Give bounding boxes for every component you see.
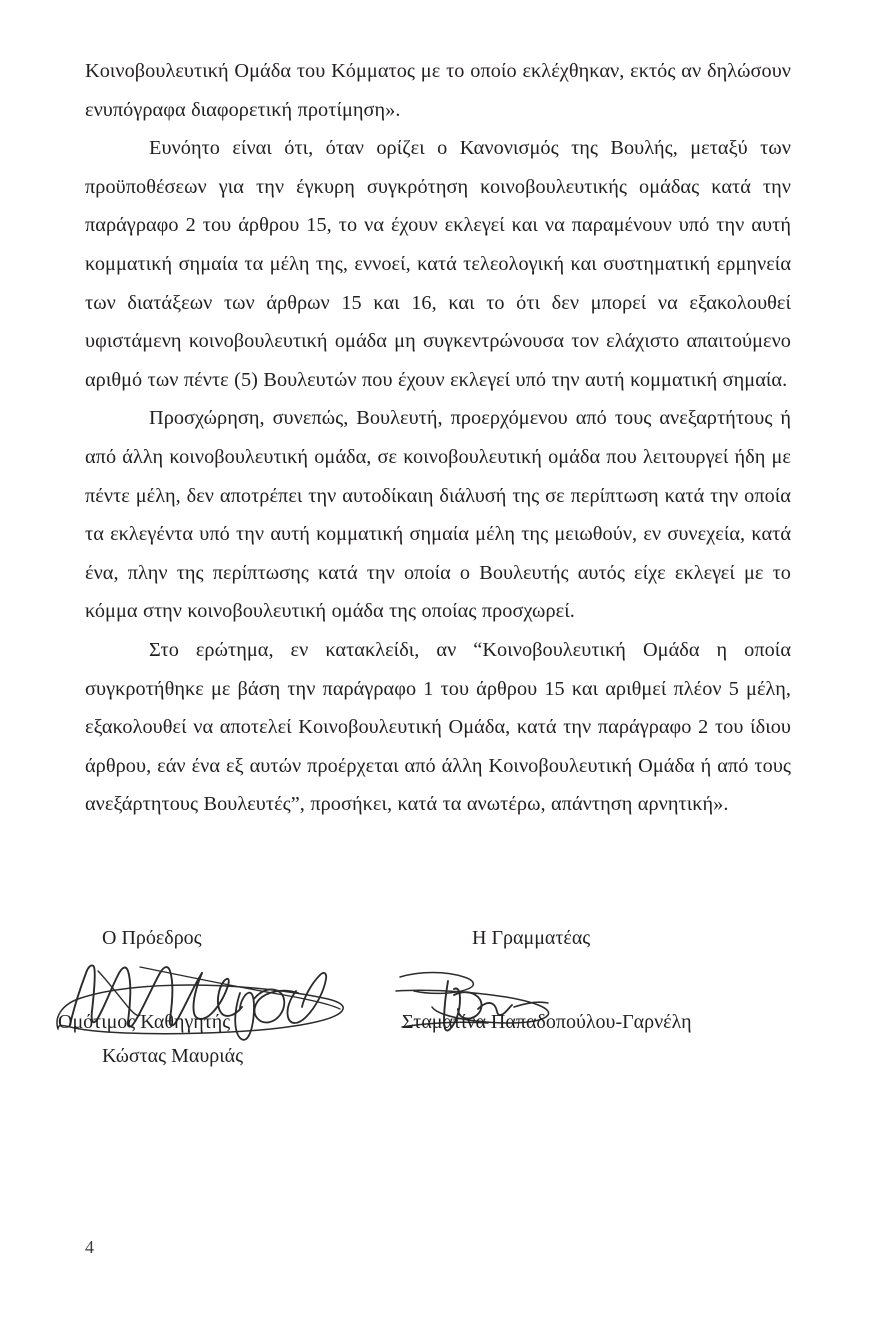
president-signature-ink bbox=[40, 933, 370, 1053]
document-body bbox=[85, 52, 791, 824]
signature-area bbox=[0, 925, 880, 1100]
paragraph: Κοινοβουλευτική Ομάδα του Κόμματος με το οποίο εκλέχθηκαν, εκτός αν δηλώσουν ενυπόγραφα διαφορετική προτίμηση». bbox=[85, 60, 791, 121]
paragraph: Ευνόητο είναι ότι, όταν ορίζει ο Κανονισμός της Βουλής, μεταξύ των προϋποθέσεων για την έγκυρη συγκρότηση κοινοβουλευτικής ομάδας κατά την παράγραφο 2 του άρθρου 15, το να έχουν εκλεγεί και να παραμένουν υπό την αυτή κομματική σημαία τα μέλη της, εννοεί, κατά τελεολογική και συστηματική ερμηνεία των διατάξεων των άρθρων 15 και 16, και το ότι δεν μπορεί να εξακολουθεί υφιστάμενη κοινοβουλευτική ομάδα μη συγκεντρώνουσα τον ελάχιστο απαιτούμενο αριθμό των πέντε (5) Βουλευτών που έχουν εκλεγεί υπό την αυτή κομματική σημαία. bbox=[85, 137, 791, 391]
secretary-signature-ink bbox=[430, 933, 760, 1053]
president-role-label: Ο Πρόεδρος bbox=[102, 927, 202, 949]
secretary-title-label: Σταματίνα Παπαδοπούλου-Γαρνέλη bbox=[402, 1011, 692, 1033]
page-number: 4 bbox=[85, 1237, 94, 1257]
paragraph: Στο ερώτημα, εν κατακλείδι, αν “Κοινοβουλευτική Ομάδα η οποία συγκροτήθηκε με βάση την παράγραφο 1 του άρθρου 15 και αριθμεί πλέον 5 μέλη, εξακολουθεί να αποτελεί Κοινοβουλευτική Ομάδα, κατά την παράγραφο 2 του ίδιου άρθρου, εάν ένα εξ αυτών προέρχεται από άλλη Κοινοβουλευτική Ομάδα ή από τους ανεξάρτητους Βουλευτές”, προσήκει, κατά τα ανωτέρω, απάντηση αρνητική». bbox=[85, 638, 791, 816]
president-name-label: Κώστας Μαυριάς bbox=[102, 1045, 244, 1067]
president-title-label: Ομότιμος Καθηγητής bbox=[58, 1011, 231, 1033]
secretary-role-label: Η Γραμματέας bbox=[472, 927, 591, 949]
paragraph: Προσχώρηση, συνεπώς, Βουλευτή, προερχόμενου από τους ανεξαρτήτους ή από άλλη κοινοβουλευτική ομάδα, σε κοινοβουλευτική ομάδα που λειτουργεί ήδη με πέντε μέλη, δεν αποτρέπει την αυτοδίκαιη διάλυσή της σε περίπτωση κατά την οποία τα εκλεγέντα υπό την αυτή κομματική σημαία μέλη της μειωθούν, εν συνεχεία, κατά ένα, πλην της περίπτωσης κατά την οποία ο Βουλευτής αυτός είχε εκλεγεί με το κόμμα στην κοινοβουλευτική ομάδα της οποίας προσχωρεί. bbox=[85, 407, 791, 623]
signature-block-secretary bbox=[402, 925, 760, 1035]
signature-block-president bbox=[40, 925, 370, 1069]
